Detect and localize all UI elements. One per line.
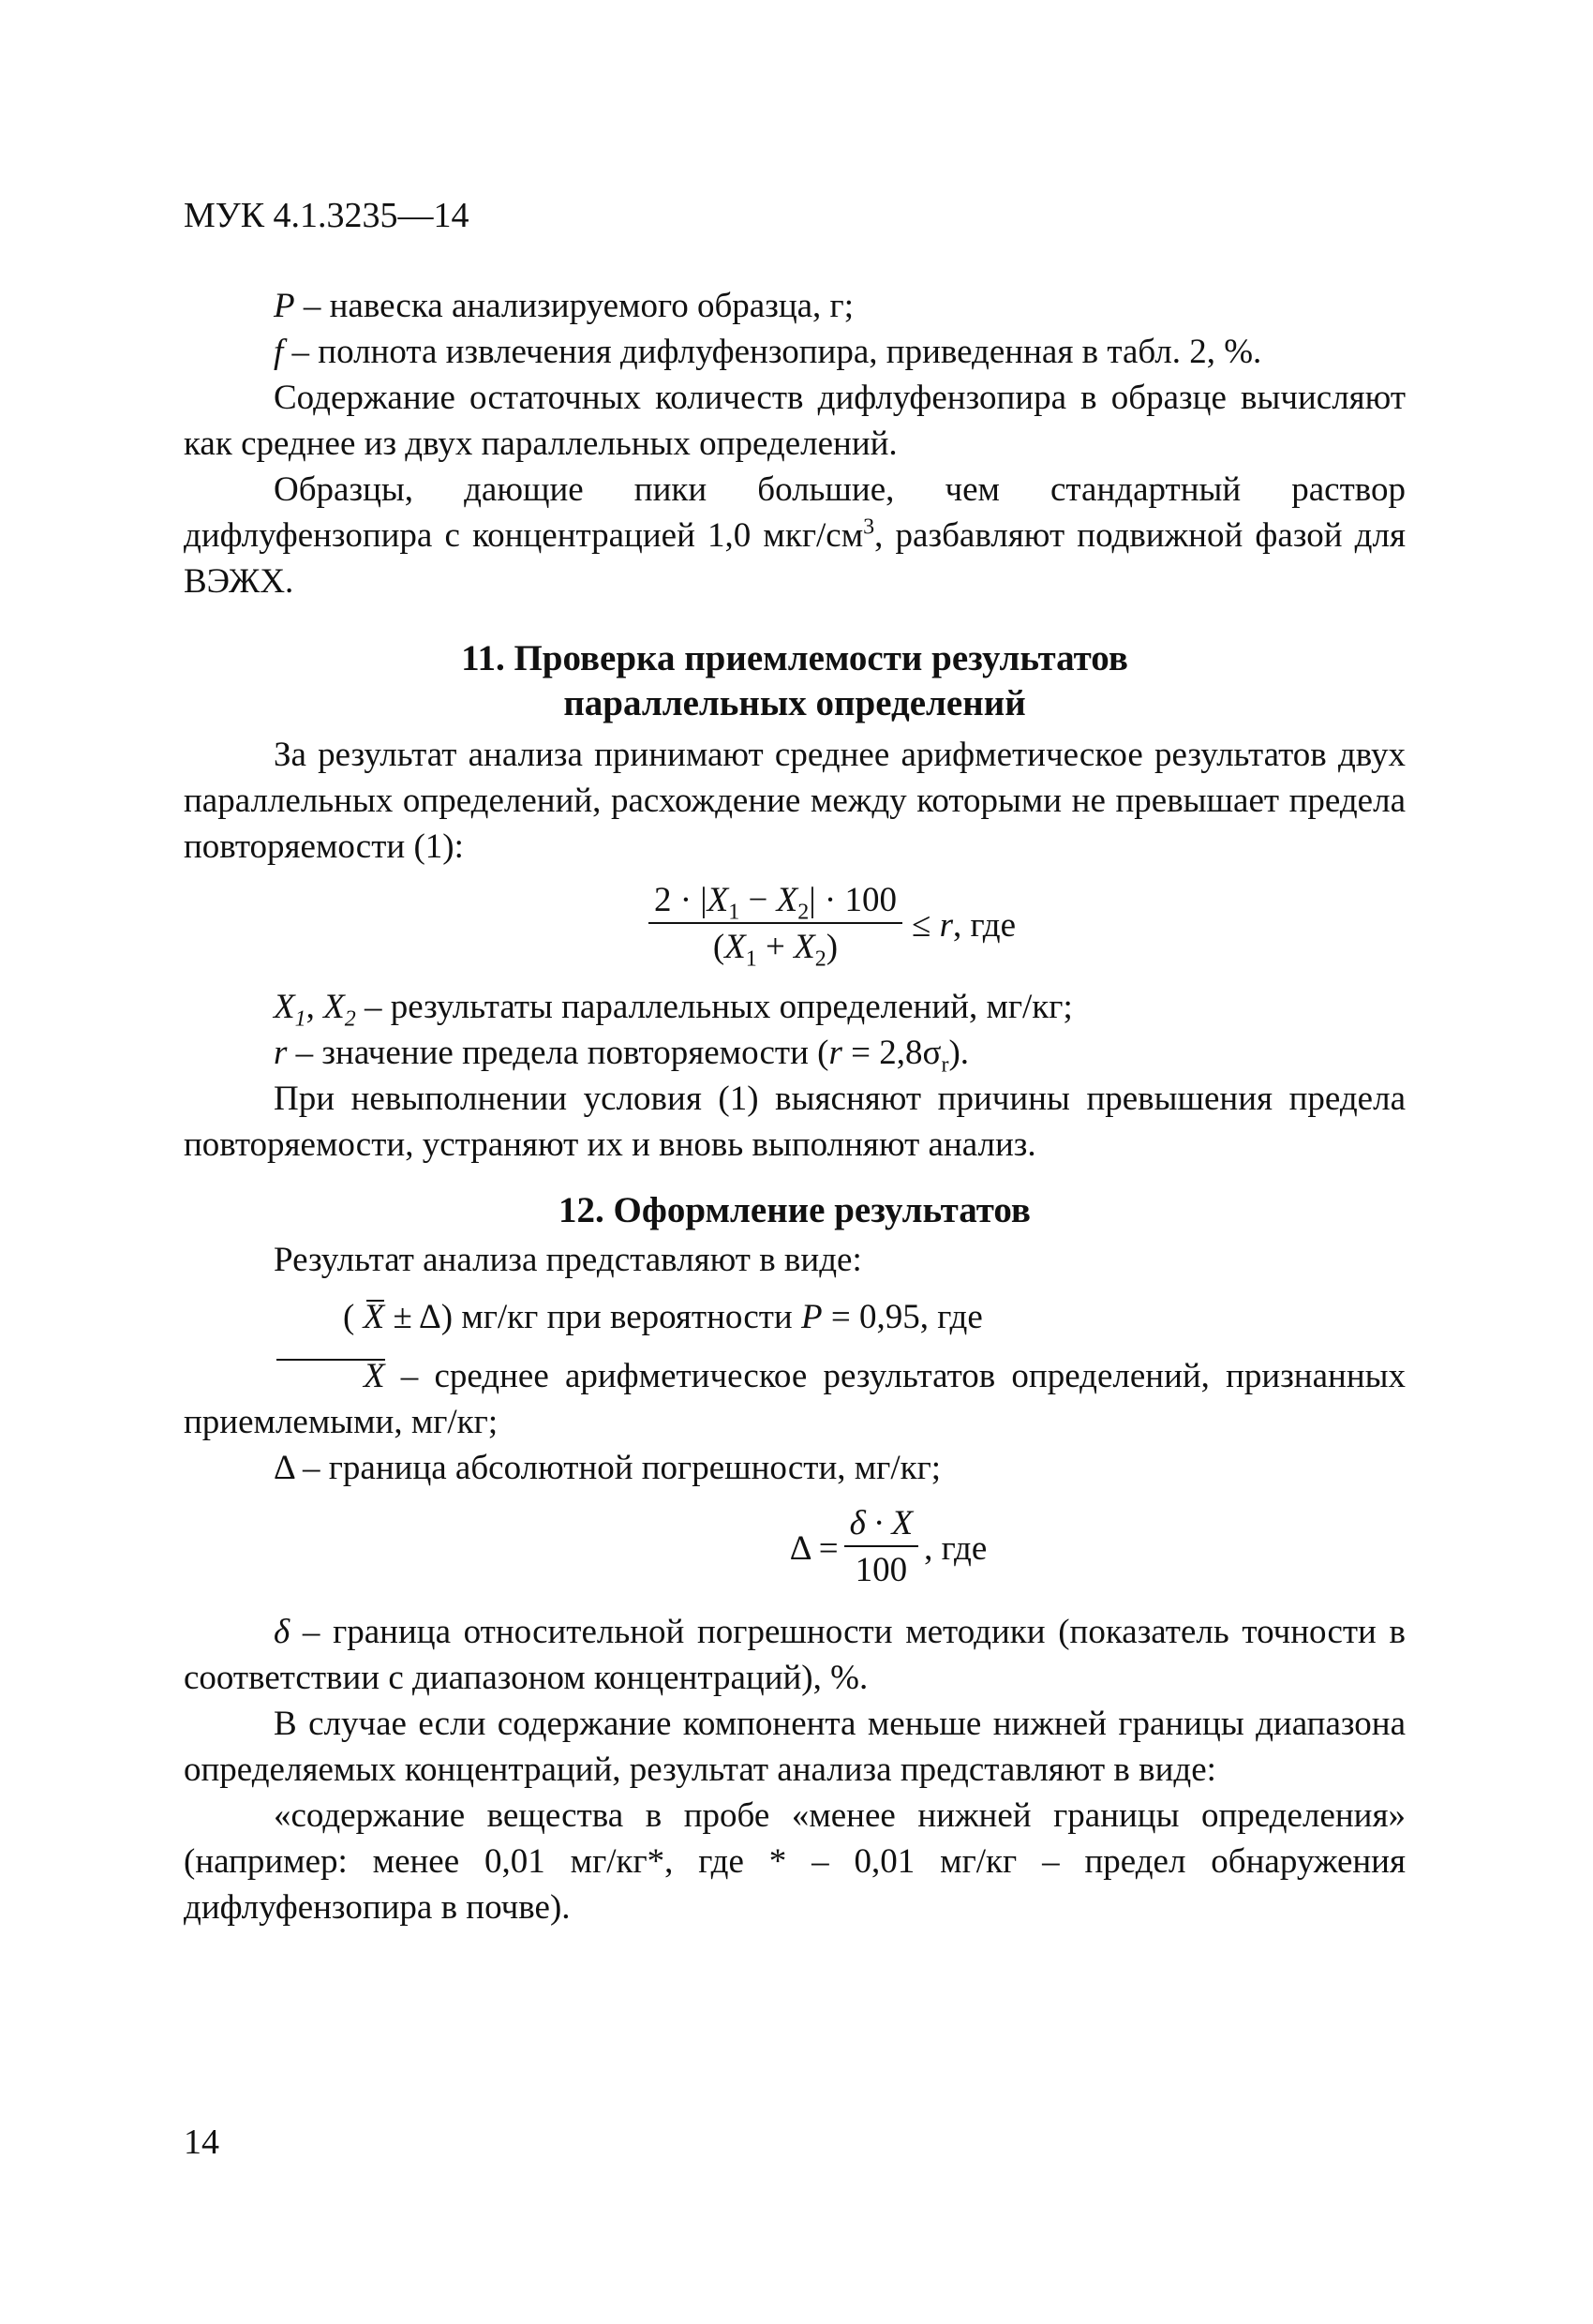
definition-delta: Δ – граница абсолютной погрешности, мг/кг; bbox=[274, 1449, 942, 1487]
page-number: 14 bbox=[184, 2123, 219, 2162]
paragraph-noncompliance: При невыполнении условия (1) выясняют причины превышения предела повторяемости, устраняют их и вновь выполняют анализ. bbox=[184, 1080, 1406, 1164]
def-var-x1: X bbox=[274, 988, 295, 1026]
delta-formula bbox=[371, 1502, 1406, 1594]
delta-numerator: δ · X bbox=[849, 1504, 914, 1542]
formula-condition bbox=[912, 902, 1016, 948]
paragraph-content-calc: Содержание остаточных количеств дифлуфензопира в образце вычисляют как среднее из двух параллельных определений. bbox=[184, 379, 1406, 463]
def-var-r: r bbox=[274, 1034, 288, 1072]
fraction-denominator bbox=[707, 924, 843, 971]
definition-relative-error bbox=[184, 1609, 1406, 1701]
paragraph-extraction bbox=[184, 329, 1406, 375]
dilution-superscript: 3 bbox=[863, 514, 875, 540]
fraction-numerator bbox=[648, 879, 902, 925]
dilution-text-b: , разбавляют подвижной фазой для ВЭЖХ. bbox=[184, 516, 1406, 601]
def-var-delta: δ bbox=[274, 1613, 290, 1651]
def-sub-1: 1 bbox=[294, 1006, 306, 1032]
def-r-subscript: r bbox=[941, 1052, 949, 1078]
document-header: МУК 4.1.3235—14 bbox=[184, 196, 469, 235]
formula-where: , где bbox=[952, 905, 1017, 945]
result-formula bbox=[184, 1294, 1406, 1340]
def-relative-error-text: – граница относительной погрешности методики (показатель точности в соответствии с диапазоном концентраций), %. bbox=[184, 1613, 1406, 1697]
repeatability-formula bbox=[259, 879, 1406, 971]
def-separator: , bbox=[305, 988, 324, 1026]
paragraph-sample-weight bbox=[184, 283, 1406, 329]
def-r-inline-var: r bbox=[828, 1034, 842, 1072]
var-x2: X bbox=[776, 881, 798, 919]
result-var-p: P bbox=[800, 1298, 823, 1336]
paragraph-detection-limit: «содержание вещества в пробе «менее нижней границы определения» (например: менее 0,01 мг/кг*, где * – 0,01 мг/кг – предел обнаружения дифлуфензопира в почве). bbox=[184, 1796, 1406, 1927]
variable-p: P bbox=[274, 287, 295, 325]
extraction-text: – полнота извлечения дифлуфензопира, приведенная в табл. 2, %. bbox=[283, 333, 1262, 371]
var-x1: X bbox=[707, 881, 729, 919]
result-probability: = 0,95, где bbox=[822, 1298, 983, 1336]
delta-where: , где bbox=[924, 1528, 988, 1568]
delta-lhs: Δ = bbox=[789, 1528, 839, 1568]
delta-denominator: 100 bbox=[855, 1551, 908, 1589]
section-12-heading: 12. Оформление результатов bbox=[558, 1190, 1031, 1230]
definition-x1-x2 bbox=[184, 984, 1406, 1030]
repeatability-fraction bbox=[648, 879, 902, 971]
num-suffix: | · 100 bbox=[809, 881, 897, 919]
den-sub-2: 2 bbox=[814, 946, 826, 972]
sub-1: 1 bbox=[728, 900, 740, 925]
den-close: ) bbox=[826, 928, 839, 966]
def-r-equation: = 2,8σ bbox=[841, 1034, 942, 1072]
result-xbar: X bbox=[364, 1294, 385, 1340]
section-11-line-1: 11. Проверка приемлемости результатов bbox=[461, 638, 1128, 678]
delta-fraction bbox=[844, 1502, 919, 1594]
result-open: ( bbox=[343, 1298, 364, 1336]
def-r-end: ). bbox=[948, 1034, 970, 1072]
den-var-x2: X bbox=[794, 928, 815, 966]
den-var-x1: X bbox=[724, 928, 746, 966]
less-equal-sign: ≤ bbox=[912, 905, 940, 945]
def-sub-2: 2 bbox=[344, 1006, 356, 1032]
section-11-heading bbox=[184, 636, 1406, 726]
variable-f: f bbox=[274, 333, 284, 371]
dilution-text-a: Образцы, дающие пики большие, чем стандартный раствор дифлуфензопира с концентрацией 1,0 мкг/см bbox=[184, 470, 1406, 555]
den-open: ( bbox=[712, 928, 725, 966]
paragraph-below-range: В случае если содержание компонента меньше нижней границы диапазона определяемых концентраций, результат анализа представляют в виде: bbox=[184, 1705, 1406, 1789]
def-xbar-text: – среднее арифметическое результатов определений, признанных приемлемыми, мг/кг; bbox=[184, 1357, 1406, 1441]
plus-sign: + bbox=[756, 928, 795, 966]
definition-r bbox=[184, 1030, 1406, 1076]
minus-sign: − bbox=[739, 881, 777, 919]
definition-xbar bbox=[184, 1353, 1406, 1445]
document-body bbox=[184, 283, 1406, 1930]
paragraph-dilution bbox=[184, 467, 1406, 604]
den-sub-1: 1 bbox=[745, 946, 757, 972]
var-r: r bbox=[939, 905, 953, 945]
result-plus-minus: ± Δ) мг/кг при вероятности bbox=[384, 1298, 801, 1336]
sub-2: 2 bbox=[797, 900, 810, 925]
def-r-text: – значение предела повторяемости ( bbox=[287, 1034, 829, 1072]
section-11-line-2: параллельных определений bbox=[563, 683, 1026, 723]
paragraph-acceptance: За результат анализа принимают среднее арифметическое результатов двух параллельных определений, расхождение между которыми не превышает предела повторяемости (1): bbox=[184, 736, 1406, 866]
def-xbar-symbol: X bbox=[274, 1353, 385, 1399]
def-x-text: – результаты параллельных определений, мг/кг; bbox=[355, 988, 1073, 1026]
paragraph-result-form: Результат анализа представляют в виде: bbox=[274, 1241, 862, 1279]
sample-weight-text: – навеска анализируемого образца, г; bbox=[294, 287, 854, 325]
num-prefix: 2 · | bbox=[653, 881, 707, 919]
def-var-x2: X bbox=[323, 988, 345, 1026]
